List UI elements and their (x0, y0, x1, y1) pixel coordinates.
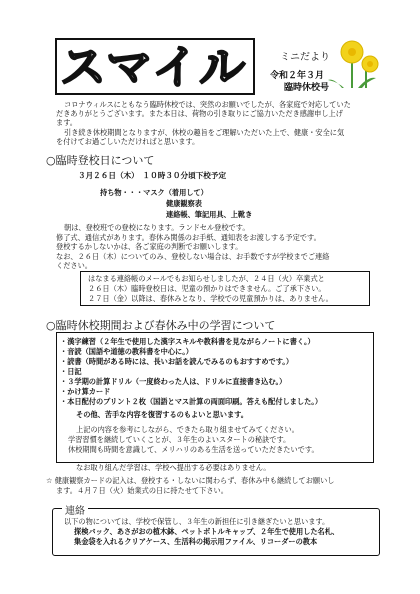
study-item-drill: ・３学期の計算ドリル（一度終わった人は、ドリルに直接書き込む。） (60, 377, 287, 386)
items-other: 連絡帳、筆記用具、上靴き (166, 210, 253, 219)
study-item-kanji: ・漢字練習（２年生で使用した漢字スキルや教科書を見ながらノートに書く。） (60, 337, 315, 346)
newsletter-name: ミニだより (280, 52, 330, 63)
note-line-3: 登校するかしないかは、各ご家庭の判断でお願いします。 (56, 242, 243, 251)
study-paragraph-1: 上記の内容を参考にしながら、できたら取り組ませてみてください。 (76, 425, 299, 434)
health-card-note-2: ます。４月７日（火）始業式の日に持たせて下さい。 (56, 486, 228, 495)
study-item-ondoku: ・音読（国語や道徳の教科書を中心に。） (60, 347, 193, 356)
note-line-5: ください。 (56, 261, 92, 270)
study-item-reading: ・読書（時間がある時には、長いお話を読んでみるのもおすすめです。） (60, 357, 294, 366)
note-line-1: 朝は、登校班での登校になります。ランドセル登校です。 (64, 223, 250, 232)
issue-date: 令和２年３月 (270, 71, 325, 81)
contact-line-3: 集金袋を入れるクリアケース、生活科の掲示用ファイル、リコーダーの教本 (74, 537, 318, 546)
intro-line-2: だきありがとうございます。また本日は、荷物の引き取りにご協力いただき感謝申し上げ (56, 109, 343, 118)
items-health-card: 健康観察表 (166, 199, 202, 208)
study-emphasis: その他、苦手な内容を復習するのもよいと思います。 (76, 410, 248, 419)
study-item-diary: ・日記 (60, 367, 82, 376)
notice-line-2: ２６日（木）臨時登校日は、児童の預かりはできません。ご了承下さい。 (88, 284, 326, 293)
dandelion-icon (322, 38, 382, 88)
study-item-prints: ・本日配付のプリント２枚（国語とマス計算の両面印刷。答えも配付しました。） (60, 397, 323, 406)
contact-line-1: 以下の物については、学校で保管し、３年生の新担任に引き継ぎたいと思います。 (64, 517, 330, 526)
issue-name: 臨時休校号 (284, 83, 330, 93)
note-line-2: 修了式、通信式があります。春休み関係のお手紙、通知表をお渡しする予定です。 (56, 233, 321, 242)
intro-line-3: ます。 (56, 118, 77, 127)
contact-label: 連絡 (62, 502, 88, 517)
school-day-date: ３月２６日（木） １０時３０分頃下校予定 (78, 171, 227, 180)
note-line-4: なお、２６日（木）についてのみ、登校しない場合は、お手数ですが学校までご連絡 (56, 252, 330, 261)
study-paragraph-2: 学習習慣を継続していくことが、３年生のよいスタートの秘訣です。 (68, 435, 291, 444)
study-closing: なお取り組んだ学習は、学校へ提出する必要はありません。 (76, 463, 271, 472)
health-card-note-1: ☆ 健康観察カードの記入は、登校する・しないに関わらず、春休み中も継続してお願いし (46, 476, 335, 485)
notice-line-3: ２７日（金）以降は、春休みとなり、学校での児童預かりは、ありません。 (88, 294, 333, 303)
notice-line-1: はなまる連絡帳のメールでもお知らせしましたが、２４日（火）卒業式と (88, 274, 325, 283)
section-heading-study: ○臨時休校期間および春休み中の学習について (46, 319, 276, 332)
study-item-cards: ・かけ算カード (60, 387, 111, 396)
items-label: 持ち物・・・マスク（着用して） (100, 188, 208, 197)
intro-line-5: を付けてお過ごしいただければと思います。 (56, 137, 200, 146)
newsletter-title: スマイル (60, 40, 247, 94)
intro-line-4: 引き続き休校期間となりますが、休校の趣旨をご理解いただいた上で、健康・安全に気 (64, 128, 345, 137)
study-paragraph-3: 休校期間も時間を意識して、メリハリのある生活を送っていただきたいです。 (68, 445, 319, 454)
contact-line-2: 探検バック、あさがおの植木鉢、ペットボトルキャップ、２年生で使用した名札、 (74, 527, 340, 536)
intro-line-1: コロナウィルスにともなう臨時休校では、突然のお願いでしたが、各家庭で対応していた (64, 100, 351, 109)
section-heading-school-day: ○臨時登校日について (46, 154, 155, 167)
